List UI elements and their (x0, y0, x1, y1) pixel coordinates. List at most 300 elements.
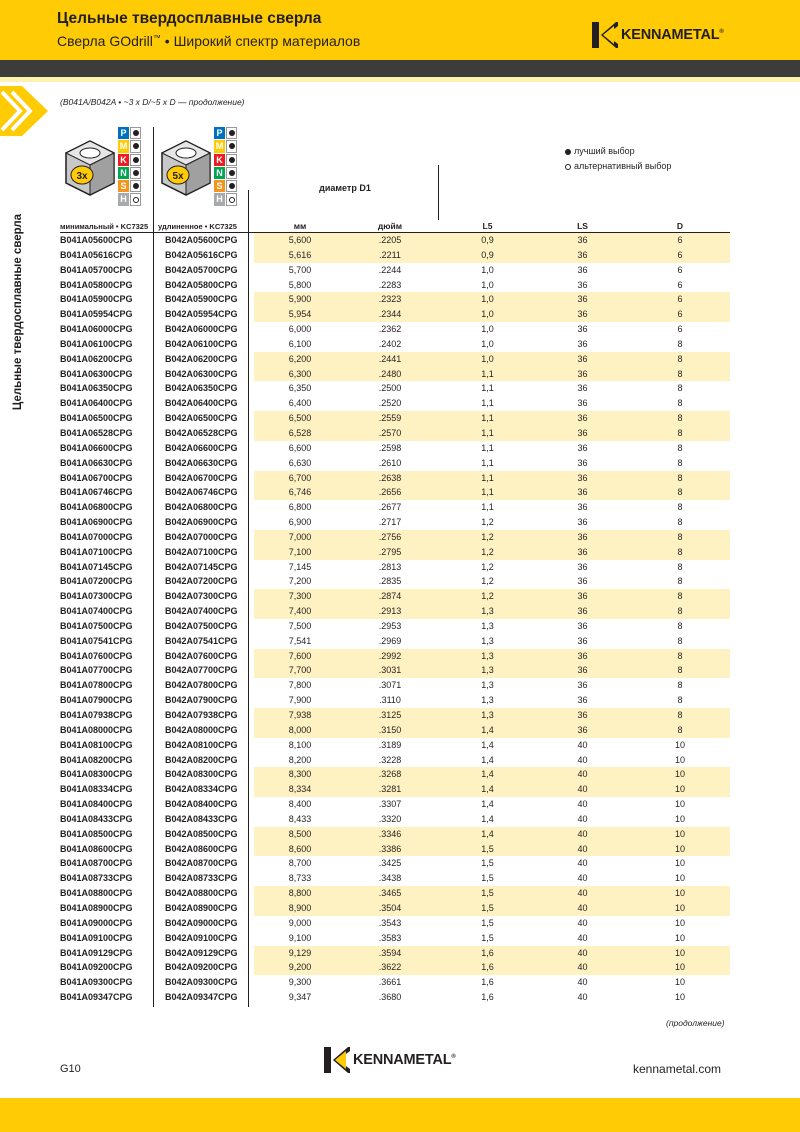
cell-mm: 5,900 (288, 294, 312, 305)
table-row (60, 767, 730, 782)
cell-ls: 36 (577, 294, 588, 305)
cell-d: 10 (674, 769, 685, 780)
cell-ls: 36 (577, 235, 588, 245)
cell-ls: 36 (577, 309, 588, 320)
cell-inch: .2913 (378, 606, 402, 617)
cell-ls: 40 (577, 888, 588, 899)
material-row-k (118, 154, 142, 167)
cell-inch: .3386 (378, 843, 402, 854)
page-title: Цельные твердосплавные сверла (57, 10, 322, 27)
cell-l5: 1,0 (481, 353, 494, 364)
cell-l5: 1,5 (481, 843, 494, 854)
col-header-d: D (676, 221, 684, 231)
cell-inch: .2211 (379, 249, 401, 260)
cell-mm: 5,700 (288, 264, 312, 275)
cell-ext-code: B042A08433CPG (165, 813, 238, 824)
table-row (60, 916, 730, 931)
cell-l5: 1,1 (481, 398, 494, 409)
cell-min-code: B041A06400CPG (60, 398, 133, 409)
cell-mm: 7,900 (288, 695, 312, 706)
table-row (60, 975, 730, 990)
filled-dot-icon (565, 149, 571, 155)
cell-ls: 36 (577, 650, 588, 661)
cell-ext-code: B042A08000CPG (165, 724, 238, 735)
cell-mm: 9,200 (288, 962, 312, 973)
cell-ext-code: B042A06300CPG (165, 368, 238, 379)
material-row-n (118, 167, 142, 180)
table-row (60, 856, 730, 871)
cell-ls: 36 (577, 457, 588, 468)
cell-ls: 40 (577, 754, 588, 765)
cell-ext-code: B042A06500CPG (165, 413, 238, 424)
cell-inch: .3438 (378, 873, 402, 884)
cell-min-code: B041A06350CPG (60, 383, 133, 394)
cell-ext-code: B042A05800CPG (165, 279, 238, 290)
cell-ext-code: B042A07100CPG (165, 546, 238, 557)
material-letter: K (214, 154, 225, 166)
cell-inch: .3125 (378, 710, 402, 720)
cell-ext-code: B042A09129CPG (165, 947, 238, 958)
cell-d: 8 (677, 576, 683, 587)
column-separator (438, 165, 439, 220)
cell-inch: .3425 (378, 858, 402, 869)
cell-ext-code: B042A06528CPG (165, 427, 238, 438)
cell-l5: 1,3 (481, 710, 494, 720)
filled-dot-icon (226, 140, 237, 152)
cell-l5: 1,0 (481, 324, 494, 335)
cell-inch: .2344 (378, 309, 402, 320)
table-row (60, 693, 730, 708)
cell-inch: .3622 (378, 962, 402, 973)
cell-inch: .3594 (378, 947, 402, 958)
cell-l5: 1,2 (481, 531, 494, 542)
cell-ext-code: B042A06350CPG (165, 383, 238, 394)
cell-ext-code: B042A08800CPG (165, 888, 238, 899)
table-row (60, 248, 730, 263)
cell-min-code: B041A07541CPG (60, 635, 133, 646)
cell-d: 10 (674, 888, 685, 899)
cell-inch: .3465 (378, 888, 402, 899)
col-header-min: минимальный • KC7325 (60, 222, 149, 231)
cell-ext-code: B042A08400CPG (165, 799, 238, 810)
cell-min-code: B041A06300CPG (60, 368, 133, 379)
table-row (60, 753, 730, 768)
cell-ls: 40 (577, 873, 588, 884)
cell-ext-code: B042A06700CPG (165, 472, 238, 483)
cell-ls: 40 (577, 784, 588, 795)
material-letter: N (214, 167, 225, 179)
cell-d: 10 (674, 739, 685, 750)
cell-ls: 36 (577, 680, 588, 691)
cell-mm: 5,800 (288, 279, 312, 290)
cell-mm: 8,400 (288, 799, 312, 810)
cell-inch: .2756 (378, 531, 402, 542)
cell-mm: 8,733 (288, 873, 312, 884)
cell-d: 10 (674, 947, 685, 958)
cell-ls: 36 (577, 606, 588, 617)
cell-min-code: B041A06700CPG (60, 472, 133, 483)
cell-min-code: B041A08700CPG (60, 858, 133, 869)
cell-ls: 40 (577, 947, 588, 958)
cell-min-code: B041A08800CPG (60, 888, 133, 899)
cell-min-code: B041A06200CPG (60, 353, 133, 364)
table-row (60, 500, 730, 515)
cell-ext-code: B042A09347CPG (165, 992, 238, 1003)
cell-mm: 6,500 (288, 413, 312, 424)
cell-ls: 36 (577, 249, 588, 260)
cell-inch: .3504 (378, 902, 402, 913)
cell-ls: 40 (577, 977, 588, 988)
cell-l5: 1,4 (481, 813, 494, 824)
cell-ext-code: B042A06630CPG (165, 457, 238, 468)
cell-min-code: B041A08100CPG (60, 739, 133, 750)
cell-ls: 36 (577, 502, 588, 513)
cell-inch: .3268 (378, 769, 402, 780)
cell-d: 8 (677, 353, 683, 364)
cell-min-code: B041A06900CPG (60, 517, 133, 528)
cell-ext-code: B042A08500CPG (165, 828, 238, 839)
table-row (60, 411, 730, 426)
material-letter: M (119, 141, 128, 152)
table-row (60, 278, 730, 293)
material-row-k (214, 154, 238, 167)
cell-ext-code: B042A06800CPG (165, 502, 238, 513)
table-row (60, 337, 730, 352)
cell-d: 8 (677, 442, 683, 453)
cell-mm: 9,300 (288, 977, 312, 988)
cell-l5: 1,1 (481, 472, 494, 483)
side-tab-label: Цельные твердосплавные сверла (12, 213, 24, 411)
cell-ext-code: B042A07800CPG (165, 680, 238, 691)
cell-ext-code: B042A06900CPG (165, 517, 238, 528)
table-row (60, 812, 730, 827)
cell-inch: .2835 (378, 576, 402, 587)
cell-inch: .2656 (378, 487, 402, 498)
cell-mm: 8,200 (288, 754, 312, 765)
cell-d: 6 (677, 324, 683, 335)
cell-ls: 36 (577, 531, 588, 542)
cell-d: 8 (677, 695, 683, 706)
cell-ls: 36 (577, 635, 588, 646)
cell-l5: 1,1 (481, 442, 494, 453)
header-stripe-dark (0, 60, 800, 77)
table-row (60, 367, 730, 382)
cell-ext-code: B042A07900CPG (165, 695, 238, 706)
cell-inch: .3071 (378, 680, 402, 691)
cell-inch: .2677 (378, 502, 402, 513)
cell-ext-code: B042A08200CPG (165, 754, 238, 765)
table-row (60, 471, 730, 486)
cell-min-code: B041A05616CPG (60, 249, 133, 260)
cell-l5: 1,1 (481, 368, 494, 379)
cell-ext-code: B042A05954CPG (165, 309, 238, 320)
cell-ls: 40 (577, 813, 588, 824)
cell-ls: 36 (577, 264, 588, 275)
cell-min-code: B041A06630CPG (60, 457, 133, 468)
cell-min-code: B041A05800CPG (60, 279, 133, 290)
cell-inch: .3228 (378, 754, 402, 765)
filled-dot-icon (130, 127, 141, 139)
material-row-m (118, 140, 142, 153)
cell-d: 8 (677, 635, 683, 646)
table-row (60, 842, 730, 857)
table-row (60, 352, 730, 367)
cell-min-code: B041A06000CPG (60, 324, 133, 335)
cell-l5: 1,5 (481, 858, 494, 869)
cell-l5: 1,5 (481, 888, 494, 899)
cell-d: 8 (677, 368, 683, 379)
cell-l5: 1,5 (481, 917, 494, 928)
cell-d: 8 (677, 680, 683, 691)
cell-ext-code: B042A05616CPG (165, 249, 238, 260)
cell-mm: 8,700 (288, 858, 312, 869)
table-row (60, 663, 730, 678)
cell-d: 6 (677, 249, 683, 260)
diameter-group-header: диаметр D1 (319, 183, 371, 193)
col-header-ls: LS (577, 221, 588, 231)
subtitle-suffix: • Широкий спектр материалов (160, 33, 361, 49)
cell-ls: 36 (577, 710, 588, 720)
table-row (60, 871, 730, 886)
cell-ls: 36 (577, 338, 588, 349)
cell-inch: .2205 (378, 235, 402, 245)
cell-l5: 1,0 (481, 279, 494, 290)
footer-band (0, 1098, 800, 1132)
cell-l5: 0,9 (481, 235, 494, 245)
cell-mm: 6,200 (288, 353, 312, 364)
logo-text: KENNAMETAL (621, 27, 720, 43)
cell-ls: 36 (577, 383, 588, 394)
table-header (60, 220, 730, 233)
table-row (60, 738, 730, 753)
material-letter: N (118, 167, 129, 179)
cell-d: 10 (674, 962, 685, 973)
cell-inch: .3320 (378, 813, 402, 824)
cell-ext-code: B042A07700CPG (165, 665, 238, 676)
trademark: ™ (152, 33, 161, 43)
filled-dot-icon (130, 180, 141, 192)
cell-mm: 6,900 (288, 517, 312, 528)
table-row (60, 233, 730, 248)
hollow-dot-icon (226, 193, 237, 205)
cell-min-code: B041A09100CPG (60, 932, 133, 943)
cell-inch: .3150 (378, 724, 402, 735)
cell-l5: 1,2 (481, 561, 494, 572)
table-row (60, 426, 730, 441)
kennametal-k-icon (324, 1047, 350, 1073)
cell-l5: 1,5 (481, 932, 494, 943)
cell-l5: 1,5 (481, 902, 494, 913)
cell-mm: 8,300 (288, 769, 312, 780)
cell-mm: 6,300 (288, 368, 312, 379)
cell-l5: 1,4 (481, 799, 494, 810)
cell-inch: .3346 (378, 828, 402, 839)
table-row (60, 396, 730, 411)
table-subtitle: (B041A/B042A • ~3 x D/~5 x D — продолжение) (60, 97, 245, 107)
filled-dot-icon (130, 167, 141, 179)
cell-d: 6 (677, 294, 683, 305)
material-letter: S (118, 180, 129, 192)
cell-l5: 1,4 (481, 769, 494, 780)
svg-text:5x: 5x (172, 171, 184, 182)
cell-mm: 9,129 (288, 947, 312, 958)
cell-ls: 36 (577, 724, 588, 735)
cell-ls: 40 (577, 843, 588, 854)
cell-min-code: B041A06746CPG (60, 487, 133, 498)
cell-min-code: B041A07500CPG (60, 620, 133, 631)
cell-d: 8 (677, 724, 683, 735)
cell-ls: 36 (577, 279, 588, 290)
cell-d: 10 (674, 843, 685, 854)
cell-ls: 36 (577, 442, 588, 453)
cell-inch: .2598 (378, 442, 402, 453)
cell-min-code: B041A06528CPG (60, 427, 133, 438)
cell-min-code: B041A07200CPG (60, 576, 133, 587)
cell-min-code: B041A07600CPG (60, 650, 133, 661)
cell-mm: 9,100 (288, 932, 312, 943)
cell-d: 8 (677, 546, 683, 557)
section-arrow-icon (0, 86, 50, 136)
cell-ls: 36 (577, 695, 588, 706)
cell-inch: .3110 (379, 695, 401, 706)
cell-inch: .2813 (378, 561, 402, 572)
cell-l5: 1,3 (481, 620, 494, 631)
cell-mm: 7,400 (288, 606, 312, 617)
cell-ext-code: B042A08700CPG (165, 858, 238, 869)
cell-ls: 36 (577, 368, 588, 379)
page-number: G10 (60, 1063, 81, 1075)
cell-min-code: B041A07145CPG (60, 561, 133, 572)
cell-d: 8 (677, 398, 683, 409)
cell-mm: 7,800 (288, 680, 312, 691)
cell-mm: 5,954 (288, 309, 312, 320)
table-row (60, 797, 730, 812)
cell-inch: .2874 (378, 591, 402, 602)
legend-alt (565, 159, 671, 174)
table-row (60, 322, 730, 337)
drill-depth-5x-icon (160, 139, 212, 197)
cell-d: 10 (674, 873, 685, 884)
continued-note: (продолжение) (666, 1018, 725, 1028)
table-row (60, 589, 730, 604)
cell-min-code: B041A08600CPG (60, 843, 133, 854)
cell-l5: 1,6 (481, 962, 494, 973)
cell-ext-code: B042A06600CPG (165, 442, 238, 453)
cell-d: 8 (677, 487, 683, 498)
cell-inch: .2570 (378, 427, 402, 438)
cell-mm: 8,433 (288, 813, 312, 824)
cell-inch: .3583 (378, 932, 402, 943)
cell-mm: 6,630 (288, 457, 312, 468)
cell-ls: 36 (577, 665, 588, 676)
cell-ext-code: B042A07938CPG (165, 710, 238, 720)
cell-d: 10 (674, 799, 685, 810)
cell-mm: 9,347 (288, 992, 312, 1003)
cell-min-code: B041A08300CPG (60, 769, 133, 780)
cell-l5: 1,1 (481, 413, 494, 424)
table-row (60, 708, 730, 723)
cell-ls: 36 (577, 472, 588, 483)
cell-l5: 1,3 (481, 635, 494, 646)
col-header-mm: мм (293, 221, 307, 231)
table-row (60, 530, 730, 545)
cell-d: 8 (677, 472, 683, 483)
header-stripe-light (0, 77, 800, 82)
cell-ls: 36 (577, 427, 588, 438)
cell-min-code: B041A07100CPG (60, 546, 133, 557)
table-row (60, 649, 730, 664)
filled-dot-icon (130, 140, 141, 152)
cell-l5: 1,1 (481, 487, 494, 498)
cell-mm: 7,938 (288, 710, 312, 720)
cell-ls: 36 (577, 517, 588, 528)
drill-depth-3x-icon (64, 139, 116, 197)
cell-l5: 1,0 (481, 309, 494, 320)
cell-ls: 40 (577, 769, 588, 780)
cell-l5: 1,0 (481, 294, 494, 305)
cell-mm: 6,100 (288, 338, 312, 349)
cell-mm: 7,700 (288, 665, 312, 676)
cell-inch: .3661 (378, 977, 402, 988)
cell-ext-code: B042A05700CPG (165, 264, 238, 275)
cell-l5: 1,3 (481, 695, 494, 706)
cell-min-code: B041A09300CPG (60, 977, 133, 988)
cell-d: 8 (677, 650, 683, 661)
cell-min-code: B041A08433CPG (60, 813, 133, 824)
cell-min-code: B041A07700CPG (60, 665, 133, 676)
cell-min-code: B041A09129CPG (60, 947, 133, 958)
cell-ls: 40 (577, 799, 588, 810)
cell-mm: 6,400 (288, 398, 312, 409)
col-header-l5: L5 (482, 221, 493, 231)
cell-d: 8 (677, 620, 683, 631)
cell-mm: 7,600 (288, 650, 312, 661)
legend-best-label: лучший выбор (574, 146, 635, 156)
cell-inch: .3281 (378, 784, 402, 795)
col-header-inch: дюйм (377, 221, 403, 231)
cell-ext-code: B042A07541CPG (165, 635, 238, 646)
cell-d: 6 (677, 279, 683, 290)
material-row-p (118, 127, 142, 140)
cell-l5: 1,2 (481, 576, 494, 587)
cell-mm: 7,145 (288, 561, 312, 572)
table-row (60, 604, 730, 619)
cell-d: 8 (677, 502, 683, 513)
kennametal-k-icon (592, 22, 618, 48)
cell-inch: .3680 (378, 992, 402, 1003)
cell-inch: .2362 (378, 324, 402, 335)
registered-mark: ® (719, 29, 724, 36)
table-row (60, 634, 730, 649)
cell-ext-code: B042A07600CPG (165, 650, 238, 661)
cell-d: 8 (677, 427, 683, 438)
cell-d: 10 (674, 992, 685, 1003)
col-header-ext: удлиненное • KC7325 (158, 222, 237, 231)
cell-d: 10 (674, 932, 685, 943)
cell-d: 10 (674, 917, 685, 928)
cell-ext-code: B042A09200CPG (165, 962, 238, 973)
website-url: kennametal.com (633, 1062, 722, 1076)
legend (565, 144, 671, 174)
material-letter: H (214, 193, 225, 205)
filled-dot-icon (226, 180, 237, 192)
cell-mm: 8,600 (288, 843, 312, 854)
hollow-dot-icon (130, 193, 141, 205)
material-row-s (118, 180, 142, 193)
cell-d: 10 (674, 784, 685, 795)
table-row (60, 515, 730, 530)
cell-ls: 36 (577, 620, 588, 631)
